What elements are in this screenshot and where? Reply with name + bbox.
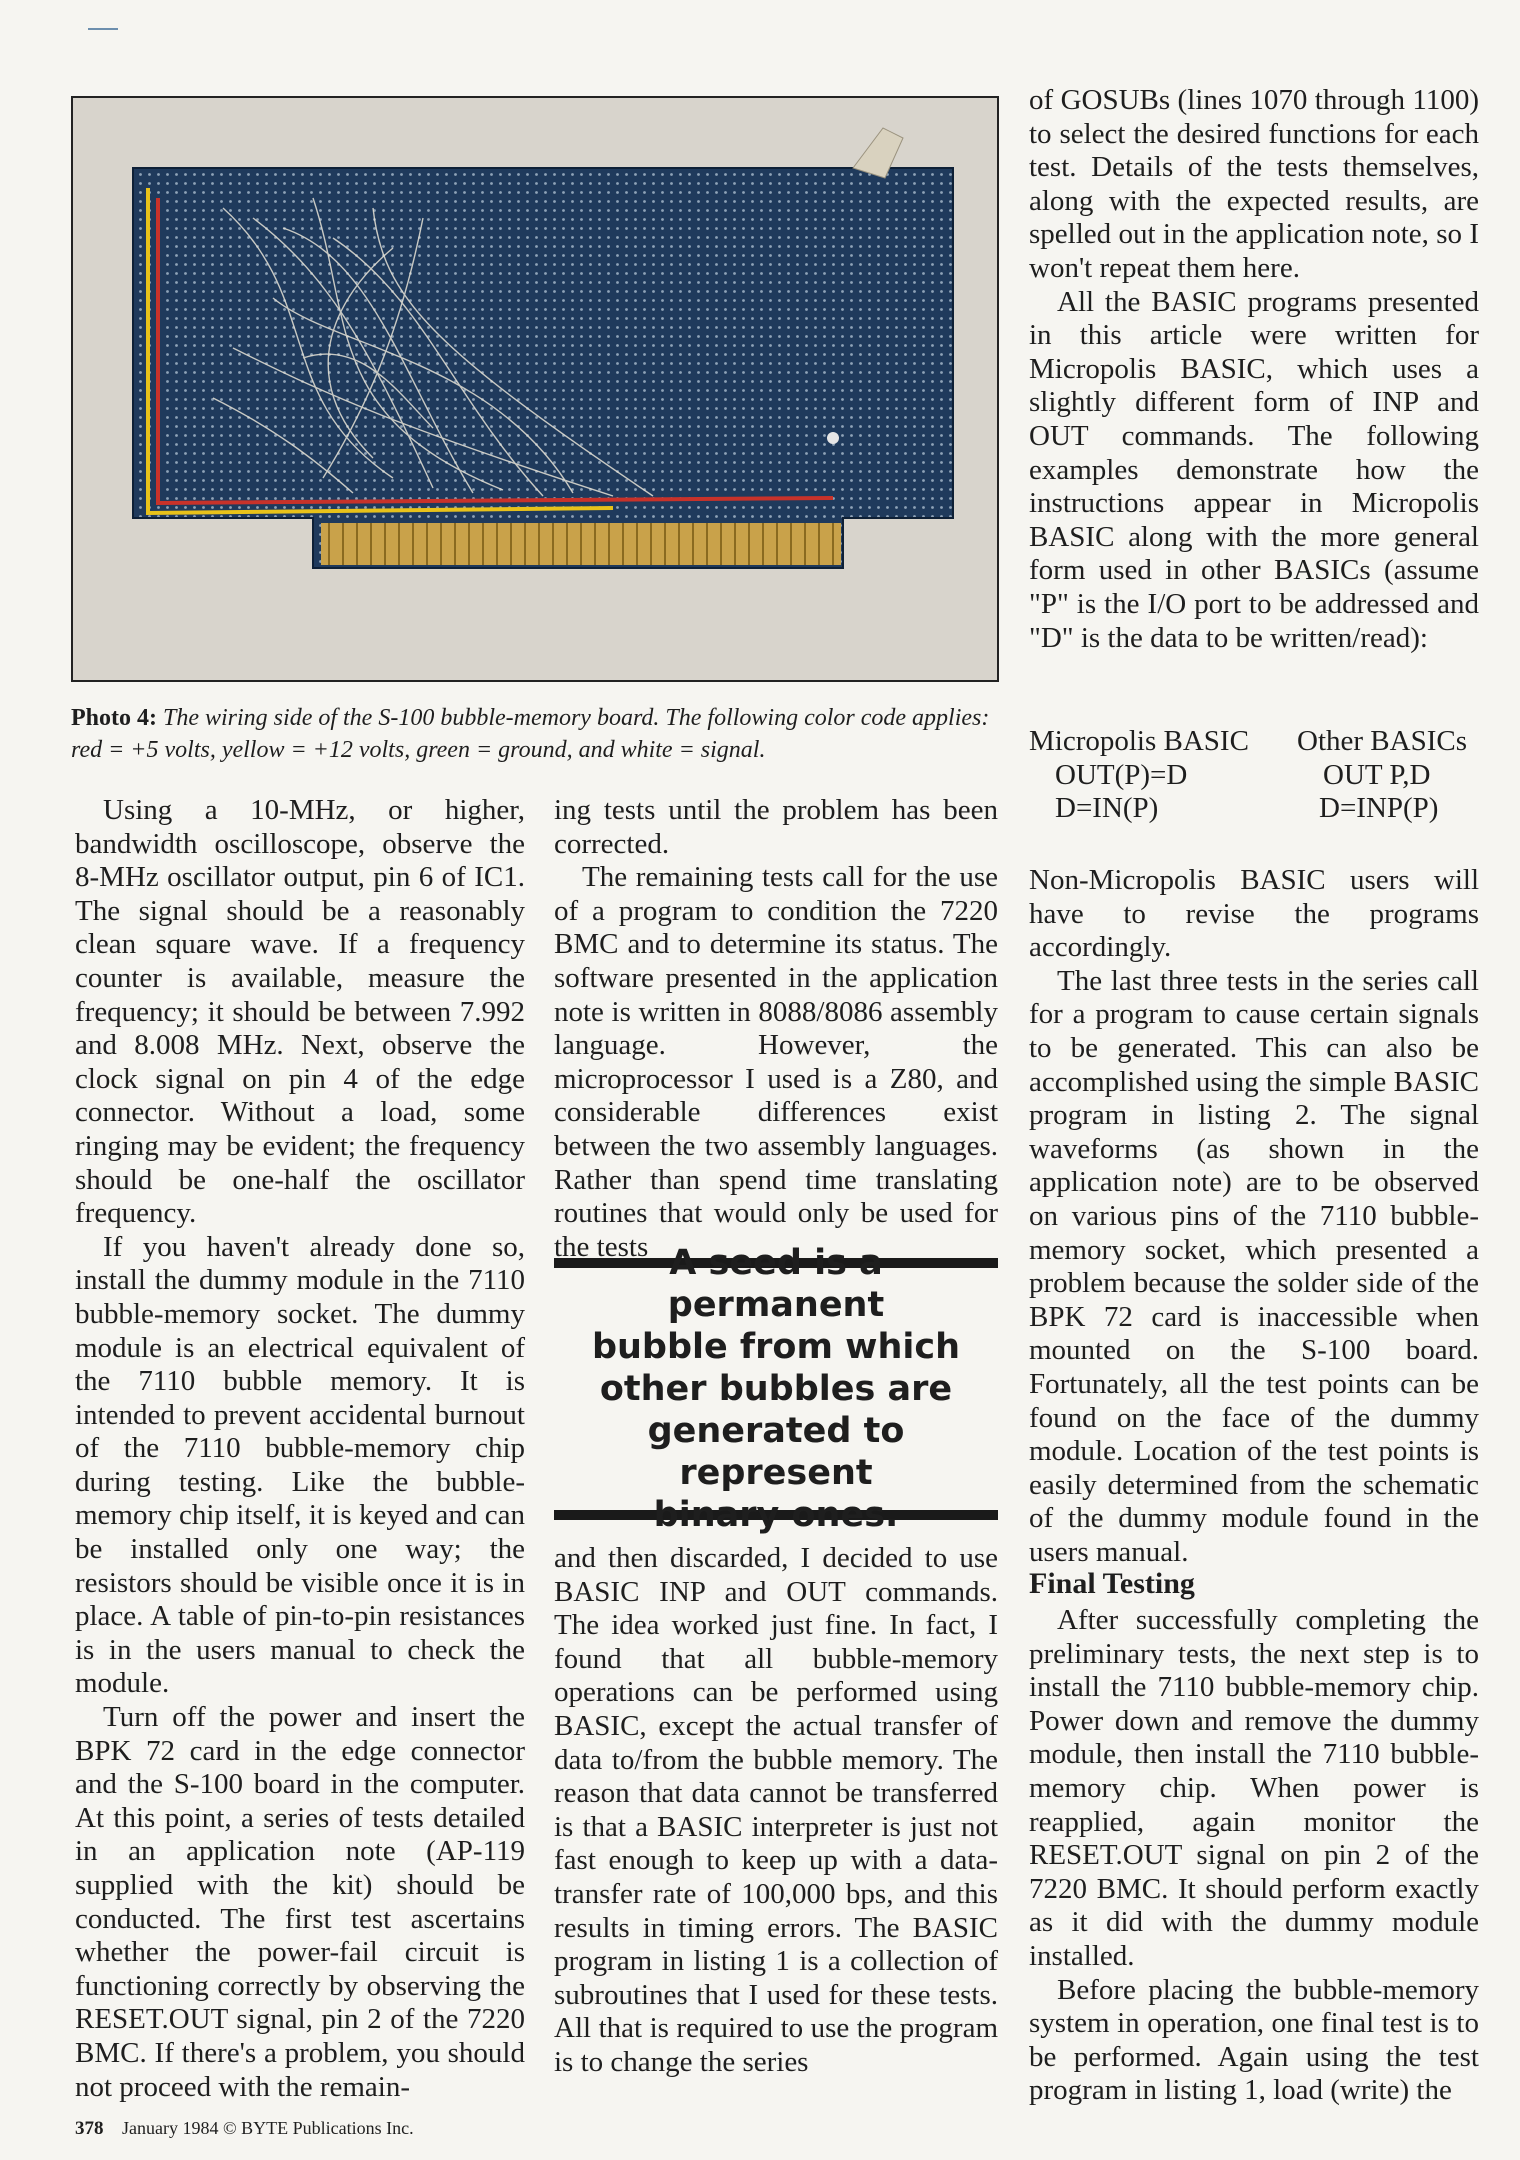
code-line: D=IN(P)	[1055, 792, 1159, 825]
other-basics-column	[1297, 725, 1467, 826]
paragraph: and then discarded, I decided to use BASIC INP and OUT commands. The idea worked just fine. In fact, I found that all bubble-memory operations can be performed using BASIC, except the actual transfer of data to/from the bubble memory. The reason that data cannot be transferred is that a BASIC interpreter is just not fast enough to keep up with a data-transfer rate of 100,000 bps, and this results in timing errors. The BASIC program in listing 1 is a collection of subroutines that I used for these tests. All that is required to use the program is to change the series	[554, 1542, 998, 2078]
micropolis-column	[1029, 725, 1249, 826]
page-footer	[75, 2118, 414, 2140]
pull-quote-line: binary ones.	[653, 1495, 899, 1535]
paragraph: Turn off the power and insert the BPK 72 card in the edge connector and the S-100 board in the computer. At this point, a series of tests detailed in an application note (AP-119 supplied with the kit) should be conducted. The first test ascertains whether the power-fail circuit is functioning correctly by observing the RESET.OUT signal, pin 2 of the 7220 BMC. If there's a problem, you should not proceed with the remain-	[75, 1701, 525, 2103]
pull-quote-line: bubble from which	[591, 1327, 961, 1367]
paragraph: ing tests until the problem has been corrected.	[554, 794, 998, 860]
paragraph: The remaining tests call for the use of a program to condition the 7220 BMC and to determine its status. The software presented in the application note is written in 8088/8086 assembly language. However, the microprocessor I used is a Z80, and considerable differences exist between the two assembly languages. Rather than spend time translating routines that would only be used for the tests	[554, 861, 998, 1263]
pull-quote	[554, 1243, 998, 1535]
paragraph: Before placing the bubble-memory system in operation, one final test is to be performed. Again using the test program in listing 1, load (write) the	[1029, 1973, 1479, 2107]
caption-label: Photo 4:	[71, 705, 157, 731]
column-3-bottom	[1029, 1604, 1479, 2108]
column-2-top	[554, 794, 998, 1264]
column-2-bottom	[554, 1542, 998, 2080]
paragraph: If you haven't already done so, install the dummy module in the 7110 bubble-memory socket. The dummy module is an electrical equivalent of the 7110 bubble memory. It is intended to prevent accidental burnout of the 7110 bubble-memory chip during testing. Like the bubble-memory chip itself, it is keyed and can be installed only one way; the resistors should be visible once it is in place. A table of pin-to-pin resistances is in the users manual to check the module.	[75, 1230, 525, 1700]
scan-mark	[88, 28, 118, 30]
column-header: Micropolis BASIC	[1029, 725, 1249, 757]
page-number: 378	[75, 2118, 104, 2139]
paragraph: of GOSUBs (lines 1070 through 1100) to select the desired functions for each test. Details of the tests themselves, along with the expected results, are spelled out in the application note, so I won't repeat them here.	[1029, 84, 1479, 284]
code-line: OUT(P)=D	[1055, 758, 1188, 791]
paragraph: After successfully completing the preliminary tests, the next step is to install the 7110 bubble-memory chip. Power down and remove the dummy module, then install the 7110 bubble-memory chip. When power is reapplied, again monitor the RESET.OUT signal on pin 2 of the 7220 BMC. It should perform exactly as it did with the dummy module installed.	[1029, 1604, 1479, 1972]
paragraph: The last three tests in the series call for a program to cause certain signals to be generated. This can also be accomplished using the simple BASIC program in listing 2. The signal waveforms (as shown in the application note) are to be observed on various pins of the 7110 bubble-memory socket, which presented a problem because the solder side of the BPK 72 card is inaccessible when mounted on the S-100 board. Fortunately, all the test points can be found on the face of the dummy module. Location of the test points is easily determined from the schematic of the dummy module found in the users manual.	[1029, 964, 1479, 1568]
paragraph: Non-Micropolis BASIC users will have to revise the programs accordingly.	[1029, 864, 1479, 964]
pull-quote-line: other bubbles are	[599, 1369, 953, 1409]
circuit-board-photo	[71, 96, 999, 682]
column-header: Other BASICs	[1297, 725, 1467, 757]
footer-text: January 1984 © BYTE Publications Inc.	[122, 2118, 414, 2138]
pull-quote-line: A seed is a permanent	[667, 1243, 885, 1325]
section-heading: Final Testing	[1029, 1567, 1195, 1600]
column-1	[75, 794, 525, 2104]
column-3-middle	[1029, 864, 1479, 1569]
board-illustration	[73, 98, 997, 680]
caption-text: The wiring side of the S-100 bubble-memory board. The following color code applies: red = +5 volts, yellow = +12 volts, green = ground, and white = signal.	[71, 705, 990, 763]
paragraph: Using a 10-MHz, or higher, bandwidth oscilloscope, observe the 8-MHz oscillator output, pin 6 of IC1. The signal should be a reasonably clean square wave. If a frequency counter is available, measure the frequency; it should be between 7.992 and 8.008 MHz. Next, observe the clock signal on pin 4 of the edge connector. Without a load, some ringing may be evident; the frequency should be one-half the oscillator frequency.	[75, 794, 525, 1230]
paragraph: All the BASIC programs presented in this article were written for Micropolis BASIC, which uses a slightly different form of INP and OUT commands. The following examples demonstrate how the instructions appear in Micropolis BASIC along with the more general form used in other BASICs (assume "P" is the I/O port to be addressed and "D" is the data to be written/read):	[1029, 285, 1479, 654]
code-line: D=INP(P)	[1319, 792, 1439, 825]
pull-quote-line: generated to represent	[647, 1411, 905, 1493]
photo-caption	[71, 702, 1006, 766]
column-3-top	[1029, 84, 1479, 655]
code-line: OUT P,D	[1323, 758, 1431, 791]
